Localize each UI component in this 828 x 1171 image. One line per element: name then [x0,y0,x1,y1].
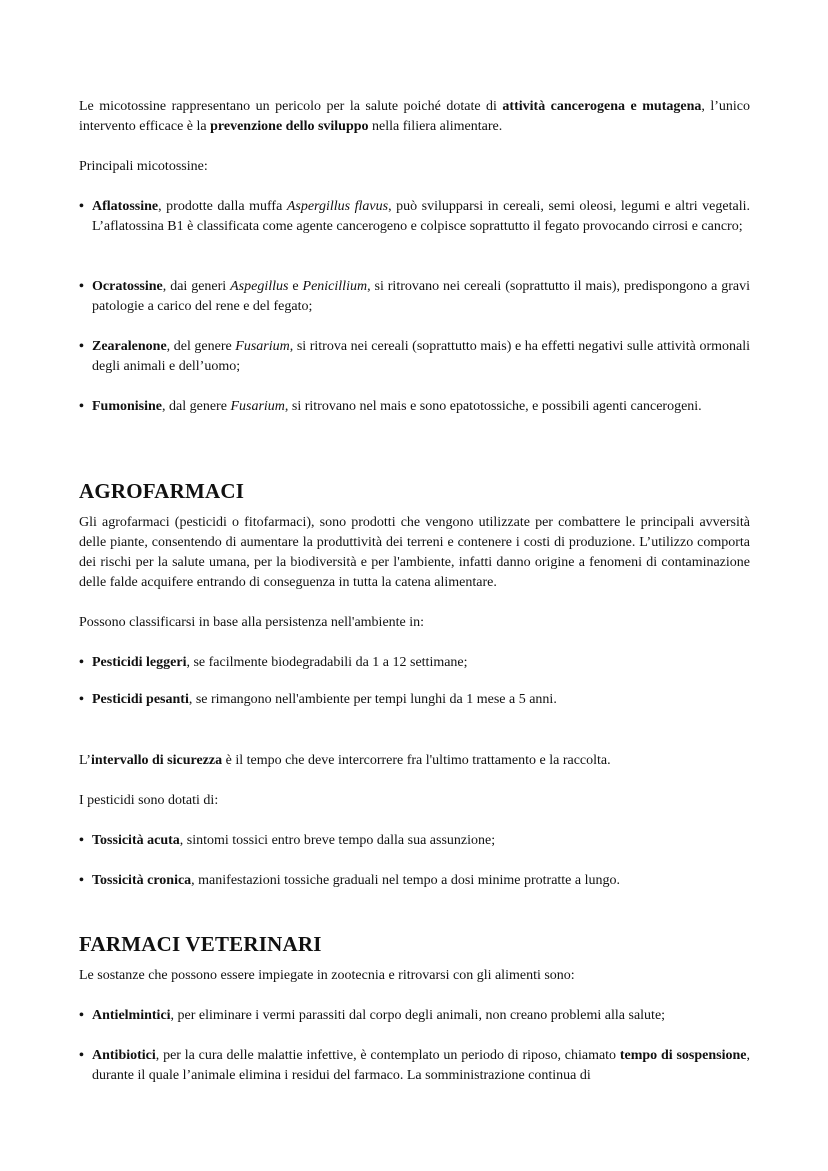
dotati-paragraph: I pesticidi sono dotati di: [79,793,219,808]
item-term: Zearalenone [92,339,167,354]
item-text: , si ritrovano nel mais e sono epatotossiche, e possibili agenti cancerogeni. [284,399,702,414]
list-item-tossicita-acuta [79,831,750,851]
item-text: , durante il quale l’animale elimina i residui del farmaco. La somministrazione continua di [92,1048,750,1083]
list-item-pesticidi-pesanti [79,690,750,710]
item-italic: Fusarium [235,339,290,354]
bullet: • [79,692,84,707]
classify-paragraph: Possono classificarsi in base alla persistenza nell'ambiente in: [79,615,425,630]
item-text: , si ritrovano nei cereali (soprattutto il mais), predispongono a gravi patologie a carico del rene e del fegato; [92,279,750,314]
item-term: Tossicità acuta [92,833,180,848]
item-text: e [288,279,303,294]
item-text: , si ritrova nei cereali (soprattutto mais) e ha effetti negativi sulle attività ormonali degli animali e dell’uomo; [92,339,750,374]
intervallo-text-1: L’ [79,753,91,768]
list-item-antibiotici [79,1046,750,1086]
section-title-farmaci-veterinari: FARMACI VETERINARI [79,932,322,956]
bullet: • [79,339,84,354]
item-italic: Aspegillus [230,279,289,294]
list-item-fumonisine [79,397,750,417]
bullet: • [79,1048,84,1063]
item-text: , se rimangono nell'ambiente per tempi lunghi da 1 mese a 5 anni. [188,692,557,707]
section-title-agrofarmaci: AGROFARMACI [79,479,245,503]
intro-bold-2: prevenzione dello sviluppo [210,119,369,134]
intervallo-text-2: è il tempo che deve intercorrere fra l'ultimo trattamento e la raccolta. [222,753,611,768]
bullet: • [79,833,84,848]
item-term: Ocratossine [92,279,163,294]
item-term: Tossicità cronica [92,873,192,888]
item-bold: tempo di sospensione [619,1048,747,1063]
item-term: Aflatossine [92,199,159,214]
item-text: , prodotte dalla muffa [158,199,287,214]
micotossine-heading: Principali micotossine: [79,159,208,174]
item-term: Antielmintici [92,1008,171,1023]
bullet: • [79,873,84,888]
item-term: Pesticidi leggeri [92,655,187,670]
agrofarmaci-paragraph: Gli agrofarmaci (pesticidi o fitofarmaci), sono prodotti che vengono utilizzate per combattere le principali avversità delle piante, consentendo di aumentare la produttività dei terreni e contenere i costi di produzione. L’utilizzo comporta dei rischi per la salute umana, per la biodiversità e per l'ambiente, infatti danno origine a fenomeni di contaminazione delle falde acquifere entrando di conseguenza in tutta la catena alimentare. [79,515,750,590]
bullet: • [79,1008,84,1023]
list-item-tossicita-cronica [79,871,750,891]
intro-text-1: Le micotossine rappresentano un pericolo per la salute poiché dotate di [79,99,503,114]
bullet: • [79,279,84,294]
farmaci-intro: Le sostanze che possono essere impiegate in zootecnia e ritrovarsi con gli alimenti sono: [79,968,575,983]
list-item-ocratossine [79,277,750,317]
bullet: • [79,199,84,214]
item-text: , sintomi tossici entro breve tempo dalla sua assunzione; [179,833,496,848]
item-term: Pesticidi pesanti [92,692,189,707]
intro-text-3: nella filiera alimentare. [368,119,503,134]
item-term: Antibiotici [92,1048,156,1063]
item-italic: Fusarium [230,399,285,414]
item-text: , del genere [166,339,236,354]
intervallo-bold: intervallo di sicurezza [90,753,223,768]
list-item-antielmintici [79,1006,750,1026]
intervallo-paragraph [79,751,750,771]
item-text: , manifestazioni tossiche graduali nel tempo a dosi minime protratte a lungo. [191,873,621,888]
intro-paragraph [79,97,750,137]
intro-text-2: , l’unico intervento efficace è la [79,99,750,134]
bullet: • [79,399,84,414]
item-text: , per eliminare i vermi parassiti dal corpo degli animali, non creano problemi alla salute; [170,1008,666,1023]
item-italic: Penicillium [302,279,368,294]
item-text: , dai generi [162,279,231,294]
item-text: , per la cura delle malattie infettive, è contemplato un periodo di riposo, chiamato [155,1048,620,1063]
list-item-aflatossine [79,197,750,237]
bullet: • [79,655,84,670]
item-term: Fumonisine [92,399,163,414]
item-text: , può svilupparsi in cereali, semi oleosi, legumi e altri vegetali. L’aflatossina B1 è classificata come agente cancerogeno e colpisce soprattutto il fegato provocando cirrosi e cancro; [92,199,750,234]
item-text: , dal genere [162,399,231,414]
item-italic: Aspergillus flavus [286,199,389,214]
item-text: , se facilmente biodegradabili da 1 a 12 settimane; [186,655,468,670]
intro-bold-1: attività cancerogena e mutagena [502,99,702,114]
list-item-zearalenone [79,337,750,377]
list-item-pesticidi-leggeri [79,653,750,673]
